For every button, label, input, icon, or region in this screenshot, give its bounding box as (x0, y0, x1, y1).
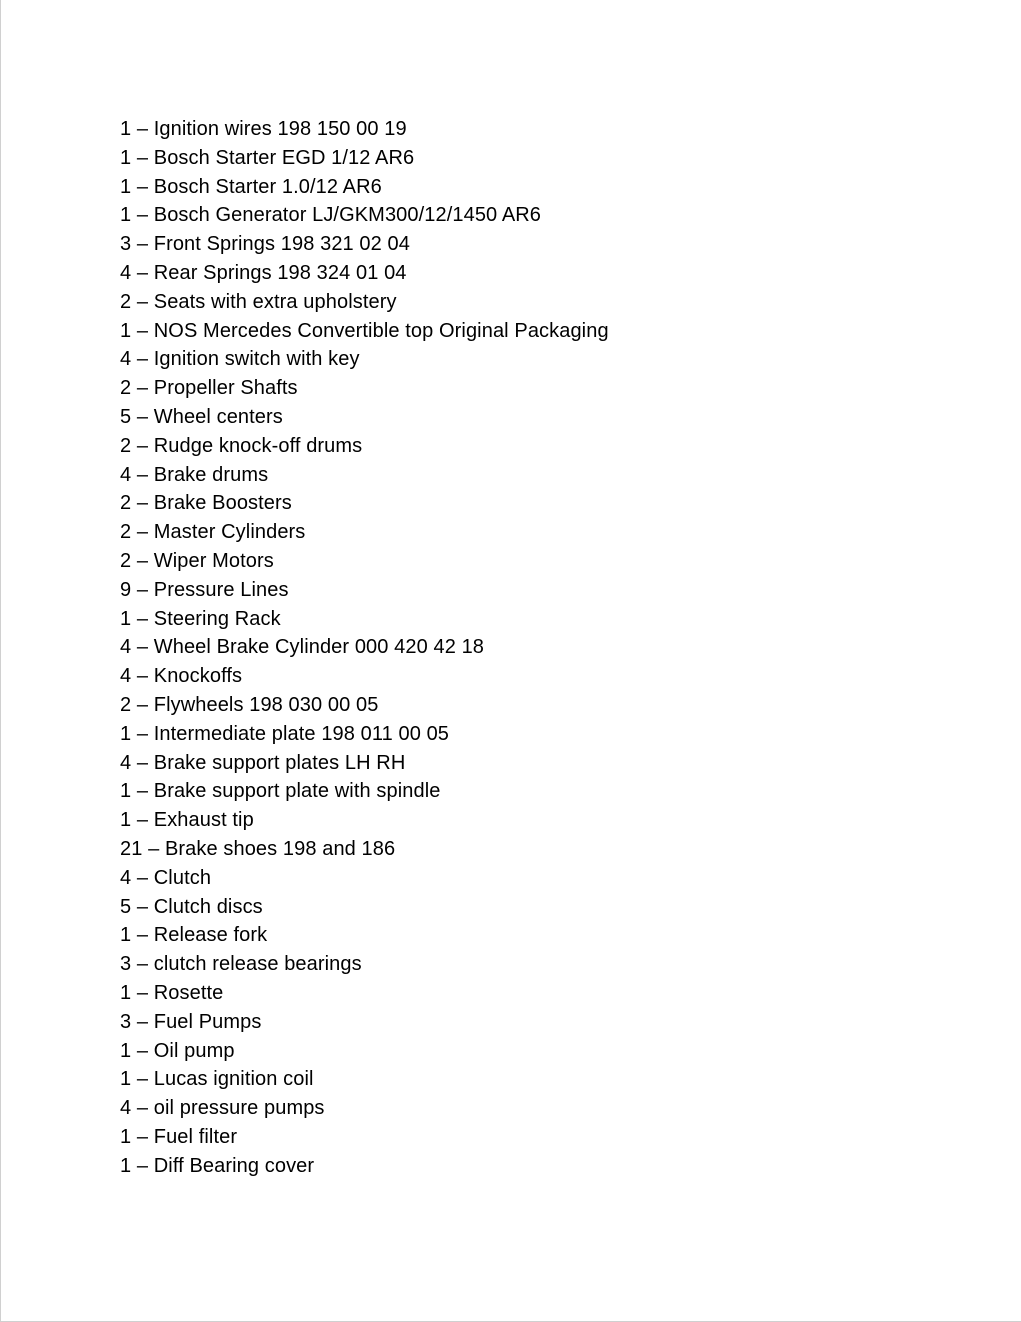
list-item: 1 – Oil pump (120, 1039, 235, 1062)
list-item: 9 – Pressure Lines (120, 578, 289, 601)
list-item: 1 – NOS Mercedes Convertible top Original Packaging (120, 319, 609, 342)
list-item: 2 – Flywheels 198 030 00 05 (120, 693, 379, 716)
list-item: 5 – Clutch discs (120, 895, 263, 918)
list-item: 3 – Fuel Pumps (120, 1010, 262, 1033)
list-item: 4 – Brake support plates LH RH (120, 751, 406, 774)
list-item: 4 – Wheel Brake Cylinder 000 420 42 18 (120, 636, 485, 659)
list-item: 1 – Lucas ignition coil (120, 1068, 314, 1091)
list-item: 1 – Intermediate plate 198 011 00 05 (120, 722, 450, 745)
list-item: 4 – Knockoffs (120, 665, 243, 688)
list-item: 1 – Bosch Generator LJ/GKM300/12/1450 AR6 (120, 204, 542, 227)
list-item: 5 – Wheel centers (120, 405, 283, 428)
list-item: 2 – Rudge knock-off drums (120, 434, 363, 457)
list-item: 1 – Exhaust tip (120, 809, 254, 832)
list-item: 3 – clutch release bearings (120, 953, 362, 976)
list-item: 1 – Diff Bearing cover (120, 1154, 315, 1177)
list-item: 4 – Clutch (120, 866, 212, 889)
list-item: 4 – Rear Springs 198 324 01 04 (120, 261, 407, 284)
list-item: 21 – Brake shoes 198 and 186 (120, 837, 396, 860)
list-item: 2 – Seats with extra upholstery (120, 290, 397, 313)
list-item: 2 – Brake Boosters (120, 492, 292, 515)
list-item: 1 – Steering Rack (120, 607, 281, 630)
list-item: 1 – Bosch Starter EGD 1/12 AR6 (120, 146, 415, 169)
parts-inventory-list (120, 115, 940, 1180)
list-item: 1 – Release fork (120, 924, 268, 947)
list-item: 1 – Rosette (120, 981, 224, 1004)
list-item: 1 – Brake support plate with spindle (120, 780, 441, 803)
list-item: 4 – Ignition switch with key (120, 348, 360, 371)
list-item: 4 – Brake drums (120, 463, 269, 486)
list-item: 4 – oil pressure pumps (120, 1097, 325, 1120)
list-item: 2 – Propeller Shafts (120, 377, 298, 400)
list-item: 2 – Wiper Motors (120, 549, 274, 572)
list-item: 3 – Front Springs 198 321 02 04 (120, 233, 410, 256)
list-item: 1 – Fuel filter (120, 1125, 238, 1148)
list-item: 2 – Master Cylinders (120, 521, 306, 544)
list-item: 1 – Bosch Starter 1.0/12 AR6 (120, 175, 382, 198)
list-item: 1 – Ignition wires 198 150 00 19 (120, 118, 407, 140)
